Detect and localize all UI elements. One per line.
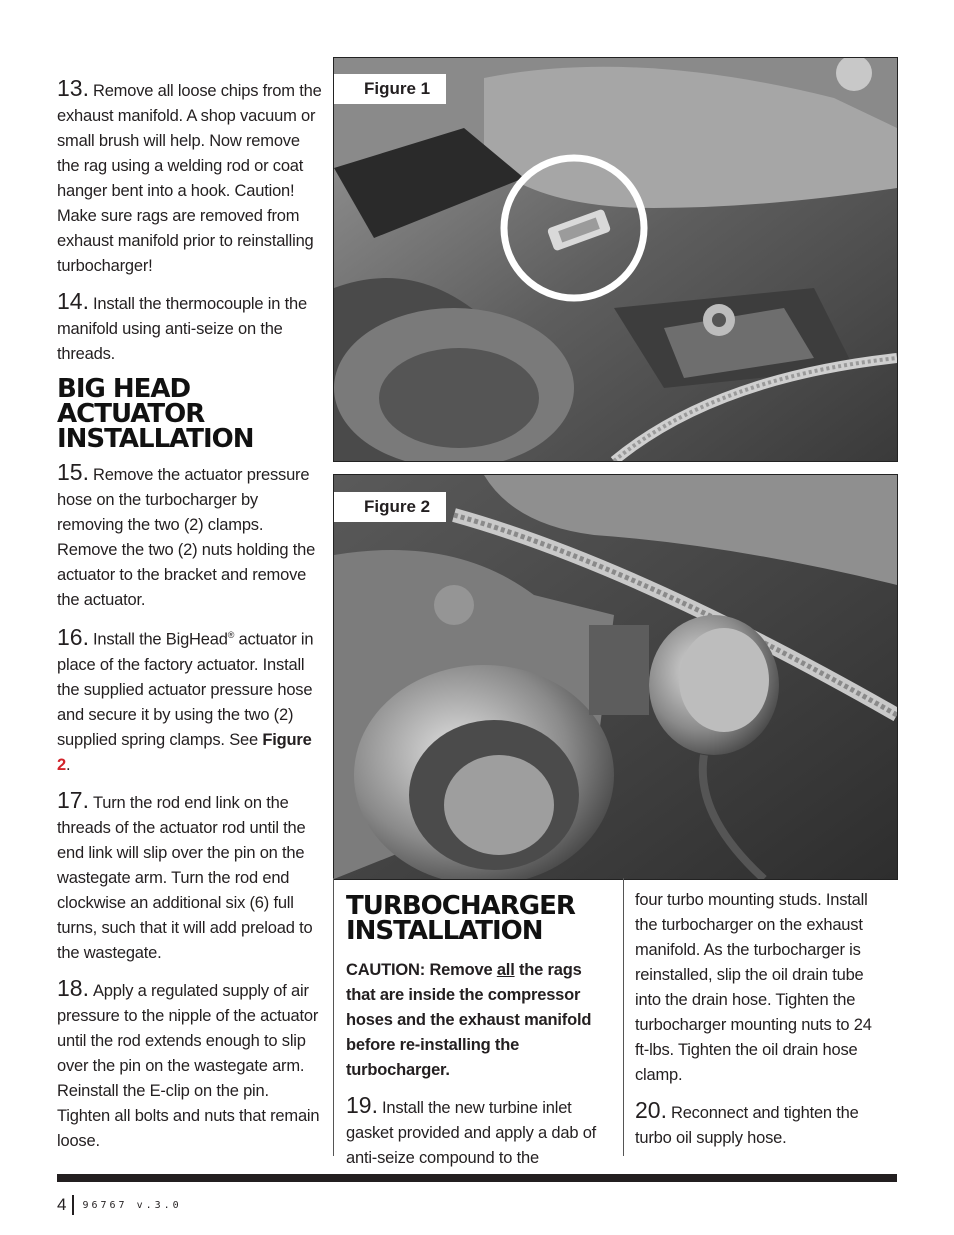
caution-emphasis: all	[496, 961, 515, 979]
footer-rule	[57, 1174, 897, 1182]
step-number: 19.	[346, 1092, 378, 1118]
step-text: Remove the actuator pressure hose on the turbocharger by removing the two (2) clamps. Remove the two (2) nuts holding the actuator to the bracket and remove the actuator.	[57, 466, 316, 609]
step-number: 18.	[57, 974, 89, 1001]
step-number: 16.	[57, 623, 89, 650]
step-13	[57, 76, 325, 279]
step-text: Remove all loose chips from the exhaust manifold. A shop vacuum or small brush will help. Now remove the rag using a welding rod or coat hanger bent into a hook. Caution! Make sure rags are removed from exhaust manifold prior to reinstalling turbocharger!	[57, 82, 322, 275]
figure-2-label: Figure 2	[334, 492, 446, 522]
step-number: 14.	[57, 288, 89, 314]
step-14	[57, 289, 325, 367]
document-code: 96767 v.3.0	[82, 1199, 182, 1211]
step-number: 13.	[57, 75, 89, 101]
section-heading-big-head	[57, 374, 325, 454]
step-20	[635, 1098, 885, 1151]
step-16	[57, 623, 325, 778]
step-number: 15.	[57, 459, 89, 485]
step-text: Install the thermocouple in the manifold using anti-seize on the threads.	[57, 295, 307, 363]
figure-reference-number[interactable]: 2	[57, 755, 66, 774]
column-divider	[333, 878, 334, 1156]
step-18	[57, 976, 325, 1154]
middle-column	[346, 888, 614, 1181]
caution-note	[346, 958, 614, 1083]
step-15	[57, 460, 325, 613]
heading-line: INSTALLATION	[57, 424, 254, 454]
step-19-continued: four turbo mounting studs. Install the turbocharger on the exhaust manifold. As the turbocharger is reinstalled, slip the oil drain tube into the drain hose. Tighten the turbocharger mounting nuts to 24 ft-lbs. Tighten the oil drain hose clamp.	[635, 891, 872, 1084]
figure-1-label: Figure 1	[334, 74, 446, 104]
section-heading-turbocharger	[346, 891, 614, 946]
step-text: Turn the rod end link on the threads of the actuator rod until the end link will slip over the pin on the wastegate arm. Turn the rod end clockwise an additional six (6) full turns, such that it will add preload to the wastegate.	[57, 793, 313, 962]
step-number: 17.	[57, 786, 89, 813]
footer	[57, 1193, 182, 1217]
figure-reference-link[interactable]: Figure	[262, 730, 312, 749]
page-number: 4	[57, 1195, 67, 1214]
footer-divider	[72, 1195, 74, 1215]
step-19	[346, 1093, 614, 1171]
left-column	[57, 76, 325, 1164]
heading-line: INSTALLATION	[346, 916, 543, 946]
step-text: Apply a regulated supply of air pressure to the nipple of the actuator until the rod extends enough to slip over the pin on the wastegate arm. Reinstall the E-clip on the pin. Tighten all bolts and nuts that remain loose.	[57, 981, 320, 1150]
step-text: Reconnect and tighten the turbo oil supply hose.	[635, 1104, 859, 1147]
column-divider	[623, 878, 624, 1156]
engine-manifold-illustration	[334, 58, 897, 461]
step-17	[57, 788, 325, 966]
step-text: .	[65, 755, 71, 774]
figure-2-photo	[333, 474, 898, 880]
right-column	[635, 888, 885, 1161]
registered-mark: ®	[227, 630, 235, 640]
heading-line: BIG HEAD	[57, 374, 191, 404]
step-number: 20.	[635, 1097, 667, 1123]
caution-text: CAUTION: Remove	[346, 961, 497, 979]
heading-line: ACTUATOR	[57, 399, 205, 429]
heading-line: TURBOCHARGER	[346, 891, 575, 921]
step-text: Install the new turbine inlet gasket provided and apply a dab of anti-seize compound to the	[346, 1099, 597, 1167]
figure-1-photo	[333, 57, 898, 462]
caution-text: the rags that are inside the compressor hoses and the exhaust manifold before re-installing the turbocharger.	[346, 961, 592, 1079]
step-text: actuator in place of the factory actuator. Install the supplied actuator pressure hose and secure it by using the two (2) supplied spring clamps. See	[57, 630, 314, 749]
turbocharger-actuator-illustration	[334, 475, 897, 879]
step-text: Install the BigHead	[92, 630, 228, 649]
